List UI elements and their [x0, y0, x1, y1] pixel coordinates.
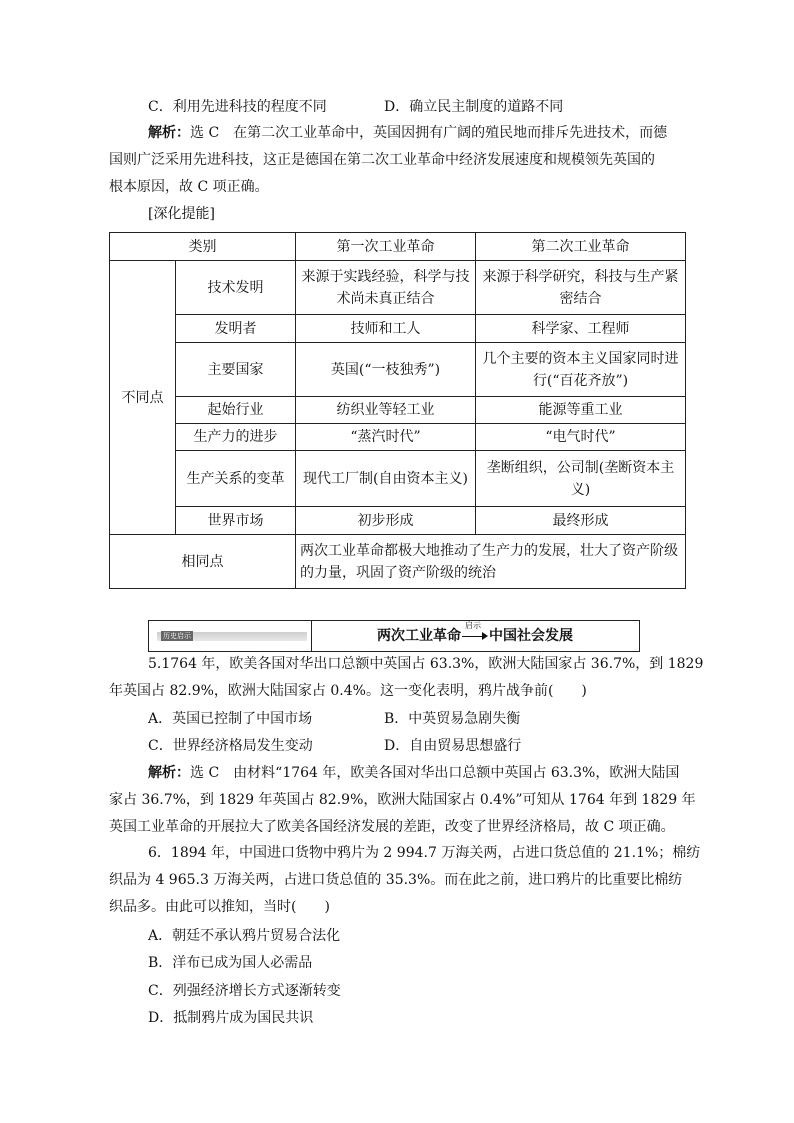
row-second: 来源于科学研究，科技与生产紧密结合	[476, 261, 686, 315]
section-label: [深化提能]	[148, 206, 215, 222]
row-category: 发明者	[176, 315, 296, 343]
q5-option-c: C．世界经济格局发生变动	[148, 738, 313, 754]
q6-option-b: B．洋布已成为国人必需品	[148, 955, 313, 971]
q6-stem-line2: 织品为 4 965.3 万海关两，占进口货总值的 35.3%。而在此之前，进口鸦片的比重要比棉纺	[109, 872, 683, 888]
q5-analysis-line3: 英国工业革命的开展拉大了欧美各国经济发展的差距，改变了世界经济格局，故 C 项正确。	[109, 819, 675, 835]
q5-stem-line2: 年英国占 82.9%，欧洲大陆国家占 0.4%。这一变化表明，鸦片战争前( )	[109, 683, 587, 699]
row-category: 技术发明	[176, 261, 296, 315]
row-category: 生产关系的变革	[176, 451, 296, 507]
row-category: 世界市场	[176, 507, 296, 535]
row-category: 生产力的进步	[176, 424, 296, 451]
analysis-label: 解析：	[148, 765, 190, 781]
row-first: 现代工厂制(自由资本主义)	[296, 451, 476, 507]
row-first: 英国(“一枝独秀”)	[296, 343, 476, 397]
q6-stem-line3: 织品多。由此可以推知，当时( )	[109, 899, 330, 915]
row-first: 技师和工人	[296, 315, 476, 343]
header-first: 第一次工业革命	[296, 233, 476, 261]
same-text: 两次工业革命都极大地推动了生产力的发展，壮大了资产阶级的力量，巩固了资产阶级的统治	[296, 535, 686, 589]
q5-stem-line1: 5.1764 年，欧美各国对华出口总额中英国占 63.3%，欧洲大陆国家占 36.7%，到 1829	[148, 656, 704, 672]
q6-option-c: C．列强经济增长方式逐渐转变	[148, 983, 341, 999]
row-first: 来源于实践经验，科学与技术尚未真正结合	[296, 261, 476, 315]
q5-option-a: A．英国已控制了中国市场	[148, 711, 313, 727]
q5-analysis-line1: 解析：选 C 由材料“1764 年，欧美各国对华出口总额中英国占 63.3%，欧洲大陆国	[148, 765, 680, 781]
row-category: 起始行业	[176, 397, 296, 424]
banner-stripe	[157, 632, 307, 641]
q4-analysis-line1: 解析：选 C 在第二次工业革命中，英国因拥有广阔的殖民地而排斥先进技术，而德	[148, 125, 668, 141]
row-first: 初步形成	[296, 507, 476, 535]
arrow-icon	[462, 621, 488, 642]
row-second: 几个主要的资本主义国家同时进行(“百花齐放”)	[476, 343, 686, 397]
same-label: 相同点	[110, 535, 296, 589]
row-second: “电气时代”	[476, 424, 686, 451]
row-first: 纺织业等轻工业	[296, 397, 476, 424]
row-second: 垄断组织，公司制(垄断资本主义)	[476, 451, 686, 507]
q6-option-d: D．抵制鸦片成为国民共识	[148, 1010, 314, 1026]
banner-title	[311, 621, 639, 651]
q4-analysis-line2: 国则广泛采用先进科技，这正是德国在第二次工业革命中经济发展速度和规模领先英国的	[109, 152, 655, 168]
row-second: 科学家、工程师	[476, 315, 686, 343]
banner-right-text: 中国社会发展	[489, 628, 573, 644]
header-category: 类别	[110, 233, 296, 261]
q5-analysis-line2: 家占 36.7%，到 1829 年英国占 82.9%，欧洲大陆国家占 0.4%”可知从 1764 年到 1829 年	[109, 792, 696, 808]
q4-option-d: D．确立民主制度的道路不同	[384, 99, 564, 115]
row-second: 能源等重工业	[476, 397, 686, 424]
q4-analysis-line3: 根本原因，故 C 项正确。	[109, 179, 269, 195]
q5-option-b: B．中英贸易急剧失衡	[384, 711, 521, 727]
q4-option-c: C．利用先进科技的程度不同	[148, 99, 327, 115]
section-banner	[148, 620, 640, 652]
q6-stem-line1: 6．1894 年，中国进口货物中鸦片为 2 994.7 万海关两，占进口货总值的 21.1%；棉纺	[148, 845, 701, 861]
row-category: 主要国家	[176, 343, 296, 397]
banner-left-text: 两次工业革命	[377, 628, 461, 644]
arrow-label: 启示	[465, 621, 481, 630]
banner-tag-area	[149, 621, 312, 651]
row-second: 最终形成	[476, 507, 686, 535]
group-label: 不同点	[110, 261, 176, 535]
q5-option-d: D．自由贸易思想盛行	[384, 738, 522, 754]
analysis-label: 解析：	[148, 125, 190, 141]
banner-tag: 历史启示	[163, 632, 191, 640]
q6-option-a: A．朝廷不承认鸦片贸易合法化	[148, 928, 341, 944]
header-second: 第二次工业革命	[476, 233, 686, 261]
row-first: “蒸汽时代”	[296, 424, 476, 451]
comparison-table	[109, 232, 686, 589]
